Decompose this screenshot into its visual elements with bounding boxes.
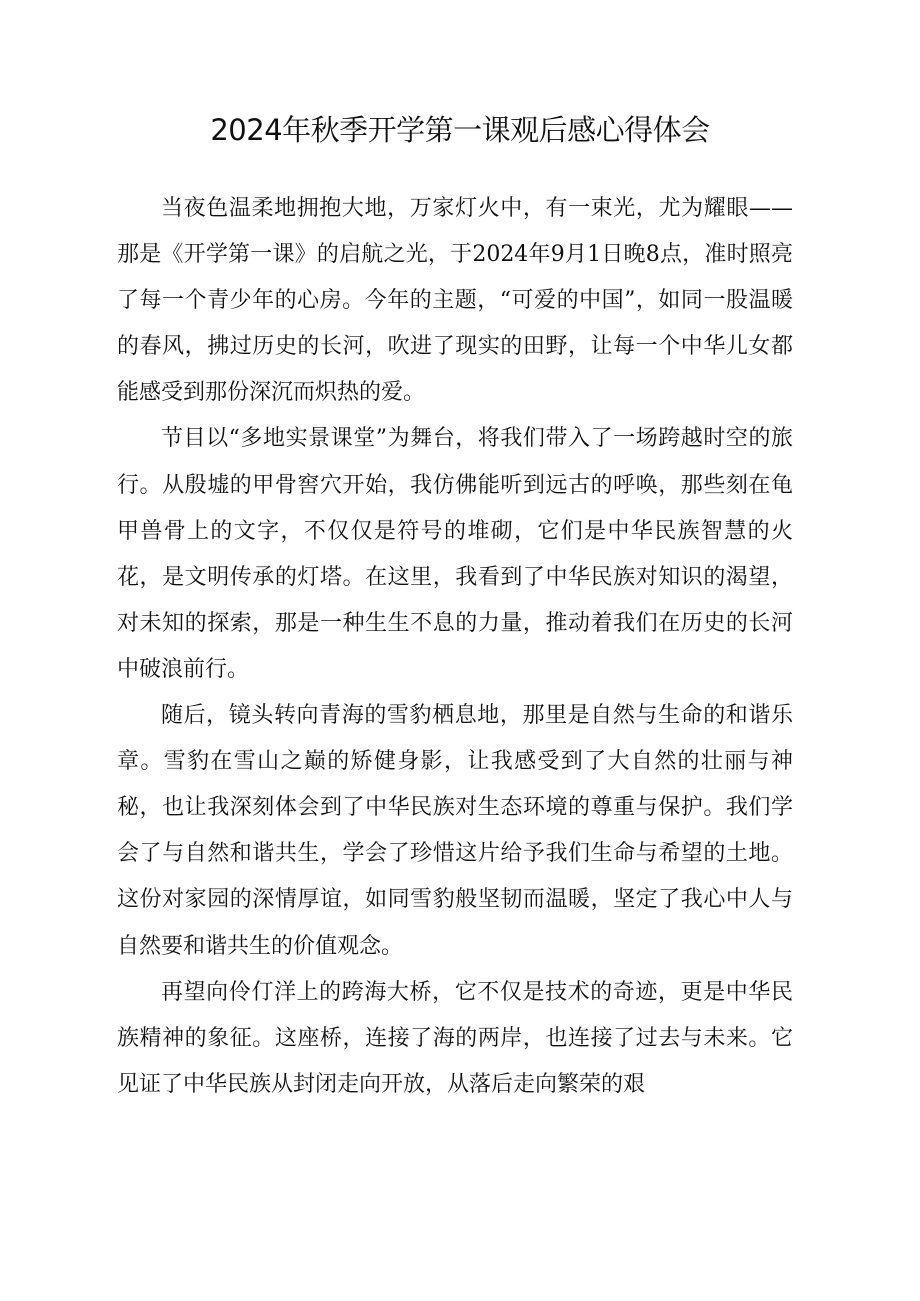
- paragraph-4: 再望向伶仃洋上的跨海大桥，它不仅是技术的奇迹，更是中华民族精神的象征。这座桥，连接了海的两岸，也连接了过去与未来。它见证了中华民族从封闭走向开放，从落后走向繁荣的艰: [117, 979, 793, 1097]
- document-body: [117, 186, 793, 1108]
- paragraph-1: 当夜色温柔地拥抱大地，万家灯火中，有一束光，尤为耀眼——那是《开学第一课》的启航之光，于2024年9月1日晚8点，准时照亮了每一个青少年的心房。今年的主题，“可爱的中国”，如同一股温暖的春风，拂过历史的长河，吹进了现实的田野，让每一个中华儿女都能感受到那份深沉而炽热的爱。: [117, 196, 793, 406]
- document-title: 2024年秋季开学第一课观后感心得体会: [210, 113, 710, 147]
- paragraph-3: 随后，镜头转向青海的雪豹栖息地，那里是自然与生命的和谐乐章。雪豹在雪山之巅的矫健身影，让我感受到了大自然的壮丽与神秘，也让我深刻体会到了中华民族对生态环境的尊重与保护。我们学会了与自然和谐共生，学会了珍惜这片给予我们生命与希望的土地。这份对家园的深情厚谊，如同雪豹般坚韧而温暖，坚定了我心中人与自然要和谐共生的价值观念。: [117, 703, 793, 959]
- paragraph-2: 节目以“多地实景课堂”为舞台，将我们带入了一场跨越时空的旅行。从殷墟的甲骨窖穴开始，我仿佛能听到远古的呼唤，那些刻在龟甲兽骨上的文字，不仅仅是符号的堆砌，它们是中华民族智慧的火花，是文明传承的灯塔。在这里，我看到了中华民族对知识的渴望，对未知的探索，那是一种生生不息的力量，推动着我们在历史的长河中破浪前行。: [117, 426, 793, 682]
